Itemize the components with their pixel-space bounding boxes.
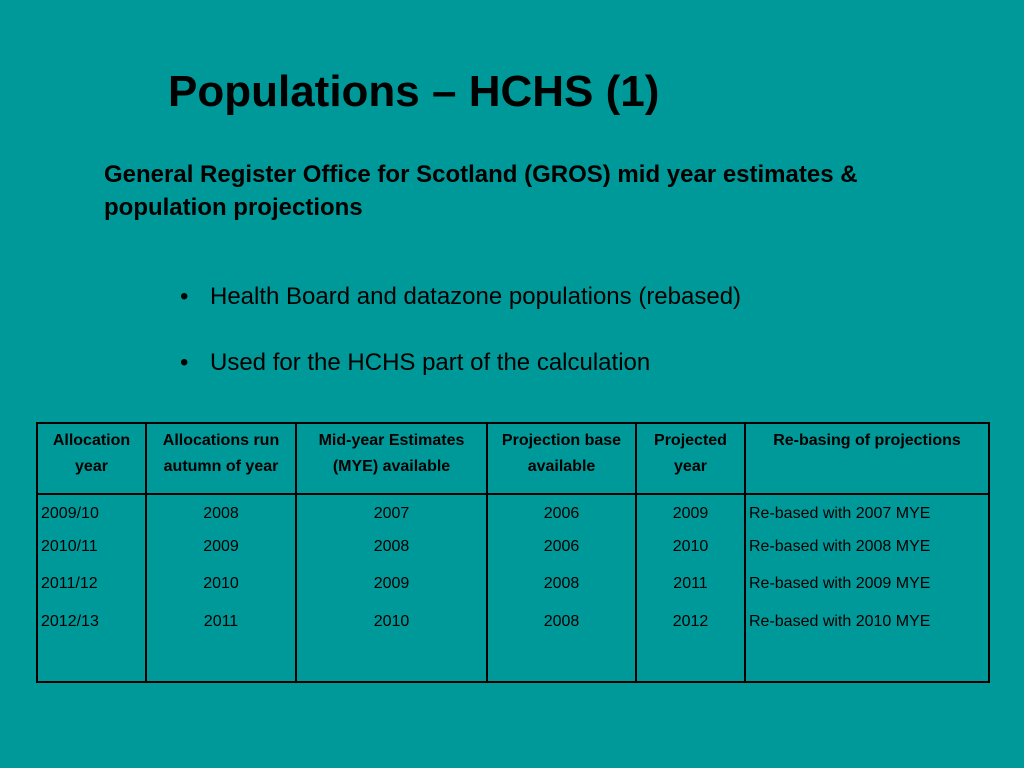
cell-projection-base: 2006: [487, 529, 636, 565]
cell-allocations-run: 2010: [146, 565, 296, 603]
cell-rebasing: Re-based with 2010 MYE: [745, 603, 989, 657]
header-allocation-year: Allocation year: [37, 423, 146, 494]
table-row-empty: [37, 657, 989, 682]
cell-allocation-year: 2012/13: [37, 603, 146, 657]
header-mid-year-estimates: Mid-year Estimates (MYE) available: [296, 423, 487, 494]
slide-title: Populations – HCHS (1): [168, 67, 660, 116]
cell-allocations-run: 2008: [146, 494, 296, 529]
cell-rebasing: Re-based with 2008 MYE: [745, 529, 989, 565]
cell-empty: [487, 657, 636, 682]
table-row: [37, 494, 989, 529]
table-row: [37, 565, 989, 603]
table-row: [37, 603, 989, 657]
cell-projection-base: 2008: [487, 565, 636, 603]
cell-projected-year: 2011: [636, 565, 745, 603]
table-header-row: [37, 423, 989, 494]
cell-mid-year-estimates: 2007: [296, 494, 487, 529]
cell-projected-year: 2012: [636, 603, 745, 657]
cell-projection-base: 2006: [487, 494, 636, 529]
cell-projection-base: 2008: [487, 603, 636, 657]
cell-empty: [37, 657, 146, 682]
header-allocations-run: Allocations run autumn of year: [146, 423, 296, 494]
cell-projected-year: 2009: [636, 494, 745, 529]
cell-allocations-run: 2011: [146, 603, 296, 657]
cell-empty: [146, 657, 296, 682]
allocation-table: [36, 422, 990, 683]
header-projected-year: Projected year: [636, 423, 745, 494]
bullet-text: Used for the HCHS part of the calculation: [210, 349, 651, 376]
slide-subtitle: General Register Office for Scotland (GROS) mid year estimates & population projections: [104, 161, 858, 221]
cell-empty: [296, 657, 487, 682]
bullet-marker: •: [180, 283, 189, 310]
cell-projected-year: 2010: [636, 529, 745, 565]
cell-allocation-year: 2009/10: [37, 494, 146, 529]
bullet-item: [180, 280, 741, 314]
cell-empty: [745, 657, 989, 682]
bullet-text: Health Board and datazone populations (rebased): [210, 283, 742, 310]
cell-mid-year-estimates: 2010: [296, 603, 487, 657]
bullet-item: [180, 346, 741, 380]
cell-rebasing: Re-based with 2007 MYE: [745, 494, 989, 529]
cell-rebasing: Re-based with 2009 MYE: [745, 565, 989, 603]
cell-mid-year-estimates: 2009: [296, 565, 487, 603]
header-rebasing: Re-basing of projections: [745, 423, 989, 494]
cell-allocations-run: 2009: [146, 529, 296, 565]
bullet-marker: •: [180, 349, 189, 376]
header-projection-base: Projection base available: [487, 423, 636, 494]
table-row: [37, 529, 989, 565]
cell-allocation-year: 2011/12: [37, 565, 146, 603]
cell-mid-year-estimates: 2008: [296, 529, 487, 565]
cell-allocation-year: 2010/11: [37, 529, 146, 565]
cell-empty: [636, 657, 745, 682]
bullet-list: [180, 280, 741, 412]
